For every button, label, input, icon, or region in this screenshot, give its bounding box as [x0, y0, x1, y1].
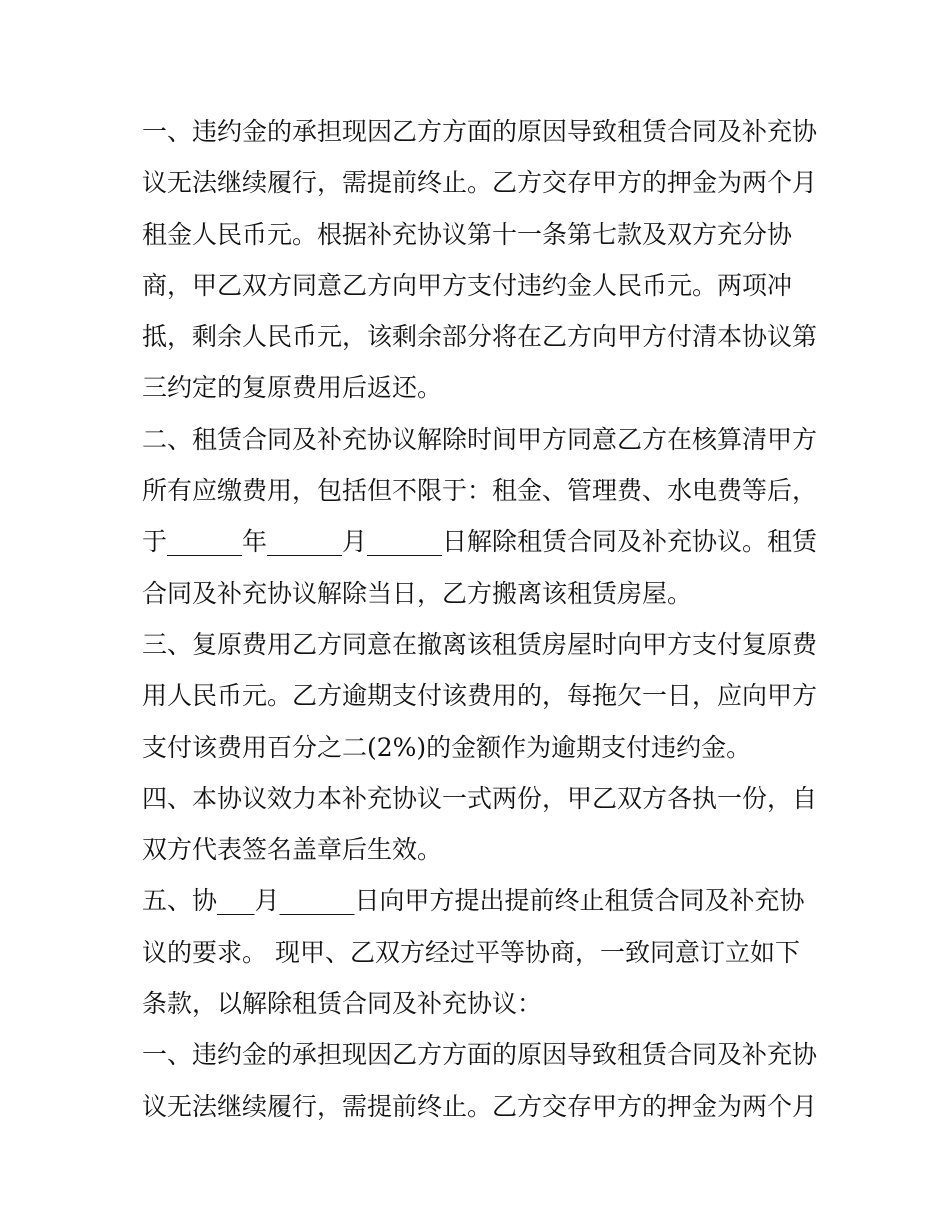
text-line: 三约定的复原费用后返还。: [142, 373, 443, 403]
document-body: [142, 106, 822, 1132]
text-line: 条款，以解除租赁合同及补充协议：: [142, 989, 543, 1019]
text-line: 议的要求。 现甲、乙双方经过平等协商，一致同意订立如下: [142, 937, 800, 967]
text-line: 支付该费用百分之二(2%)的金额作为逾期支付违约金。: [142, 732, 752, 762]
text-line: 抵，剩余人民币元，该剩余部分将在乙方向甲方付清本协议第: [142, 322, 818, 352]
text-line: 租金人民币元。根据补充协议第十一条第七款及双方充分协: [142, 219, 793, 249]
text-line: 于______年______月______日解除租赁合同及补充协议。租赁: [142, 527, 818, 557]
text-line: 用人民币元。乙方逾期支付该费用的，每拖欠一日，应向甲方: [142, 681, 818, 711]
text-line: 议无法继续履行，需提前终止。乙方交存甲方的押金为两个月: [142, 168, 818, 198]
text-line: 一、违约金的承担现因乙方方面的原因导致租赁合同及补充协: [142, 1040, 818, 1070]
text-line: 四、本协议效力本补充协议一式两份，甲乙双方各执一份，自: [142, 783, 818, 813]
text-line: 议无法继续履行，需提前终止。乙方交存甲方的押金为两个月: [142, 1091, 818, 1121]
text-line: 一、违约金的承担现因乙方方面的原因导致租赁合同及补充协: [142, 117, 818, 146]
text-line: 商，甲乙双方同意乙方向甲方支付违约金人民币元。两项冲: [142, 270, 793, 300]
text-line: 合同及补充协议解除当日，乙方搬离该租赁房屋。: [142, 578, 693, 608]
text-line: 二、租赁合同及补充协议解除时间甲方同意乙方在核算清甲方: [142, 424, 818, 454]
text-line: 五、协___月______日向甲方提出提前终止租赁合同及补充协: [142, 886, 805, 916]
text-line: 所有应缴费用，包括但不限于：租金、管理费、水电费等后，: [142, 476, 818, 506]
text-line: 双方代表签名盖章后生效。: [142, 835, 443, 865]
text-line: 三、复原费用乙方同意在撤离该租赁房屋时向甲方支付复原费: [142, 629, 818, 659]
